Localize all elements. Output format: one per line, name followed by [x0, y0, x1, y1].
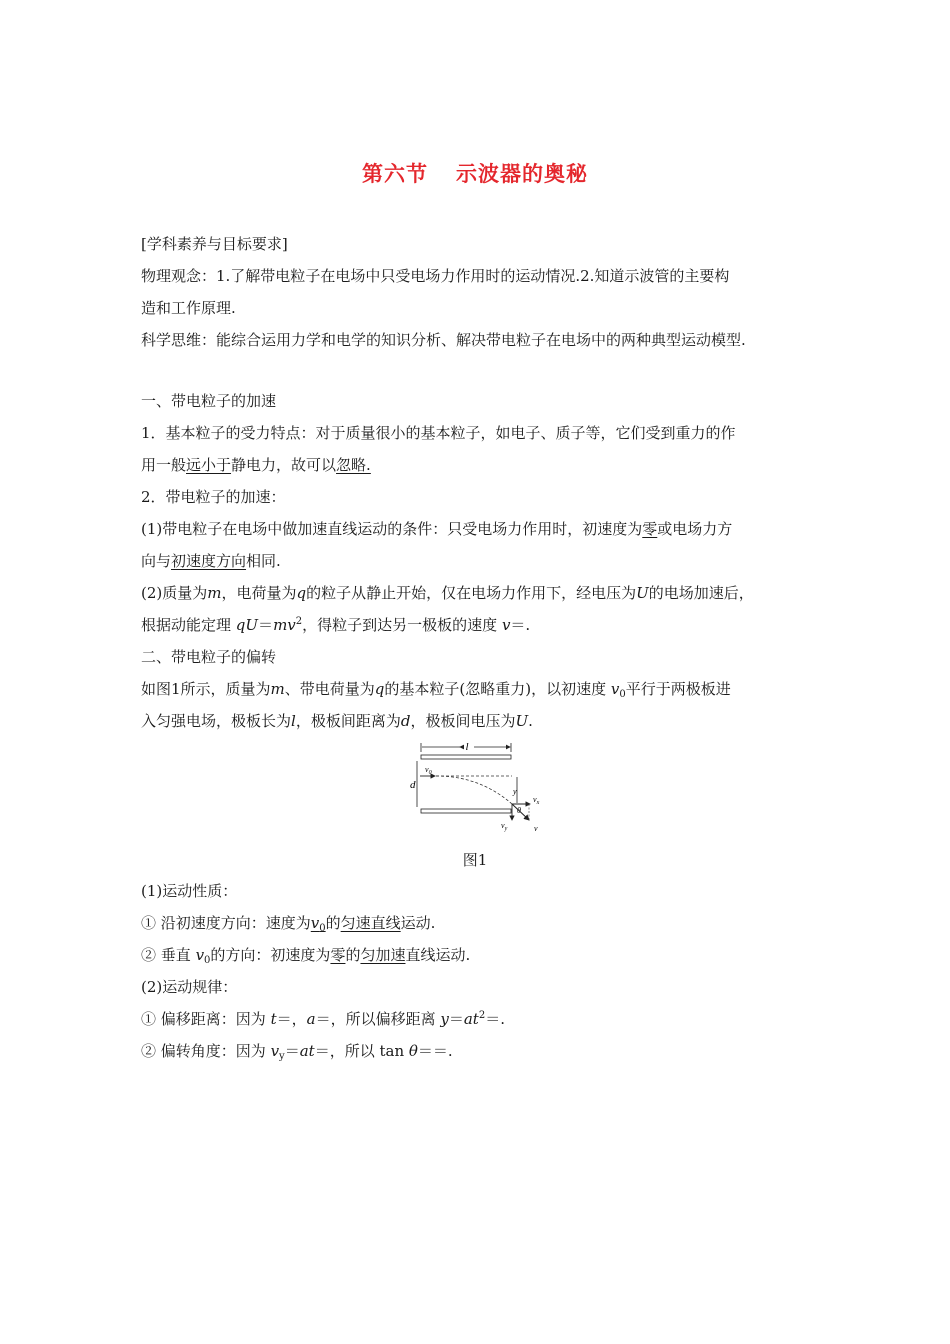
length-dimension [421, 741, 511, 753]
s1-p1-line1: 1．基本粒子的受力特点：对于质量很小的基本粒子，如电子、质子等，它们受到重力的作 [141, 424, 736, 442]
goals-physics-line2: 造和工作原理. [141, 299, 236, 317]
section1-heading: 一、带电粒子的加速 [141, 392, 277, 410]
goals-heading: [学科素养与目标要求] [141, 235, 288, 253]
label-v0: $v_0$ [425, 765, 432, 776]
blank-answer: 忽略. [336, 456, 371, 474]
lower-plate [421, 809, 511, 813]
title-section-number: 第六节 [362, 162, 428, 186]
motion-nature-heading: (1)运动性质： [141, 882, 238, 900]
blank-answer: 匀加速 [360, 946, 406, 964]
blank-answer: 匀速直线 [340, 914, 401, 932]
s1-p4-line1: (2)质量为m，电荷量为q的粒子从静止开始，仅在电场力作用下，经电压为U的电场加速后， [141, 584, 754, 602]
label-d: d [410, 779, 416, 791]
section2-heading: 二、带电粒子的偏转 [141, 648, 277, 666]
label-theta: θ [517, 806, 521, 815]
s1-p3-line1: (1)带电粒子在电场中做加速直线运动的条件：只受电场力作用时，初速度为零或电场力方 [141, 520, 733, 538]
trajectory [436, 776, 512, 804]
goals-science: 科学思维：能综合运用力学和电学的知识分析、解决带电粒子在电场中的两种典型运动模型. [141, 331, 746, 349]
s1-p1-line2: 用一般远小于静电力，故可以忽略. [141, 456, 371, 474]
blank-answer: 零 [642, 520, 658, 538]
gap-dimension [410, 761, 417, 807]
deflection-diagram [400, 740, 550, 840]
blank-answer: 远小于 [186, 456, 232, 474]
blank-answer: $v_0$ [310, 914, 326, 934]
motion-law-2: ② 偏转角度：因为 $v_y=at=$，所以 tan θ＝＝. [141, 1042, 453, 1062]
s2-intro-line2: 入匀强电场，极板长为l，极板间距离为d，极板间电压为U. [141, 712, 533, 730]
upper-plate [421, 755, 511, 759]
page-title [0, 158, 950, 188]
motion-nature-2: ② 垂直 $v_0$的方向：初速度为零的匀加速直线运动. [141, 946, 471, 966]
s1-p3-line2: 向与初速度方向相同. [141, 552, 281, 570]
s1-p2: 2．带电粒子的加速： [141, 488, 286, 506]
blank-answer: 初速度方向 [171, 552, 247, 570]
goals-physics-line1: 物理观念：1.了解带电粒子在电场中只受电场力作用时的运动情况.2.知道示波管的主要构 [141, 267, 730, 285]
figure-caption: 图1 [462, 851, 488, 869]
blank-answer: 零 [330, 946, 346, 964]
s1-p4-line2: 根据动能定理 $qU=mv^2$，得粒子到达另一极板的速度 v＝. [141, 616, 531, 634]
s2-intro-line1: 如图1所示，质量为m、带电荷量为q的基本粒子(忽略重力)，以初速度 $v_0$平行于两极板进 [141, 680, 731, 700]
motion-law-1: ① 偏移距离：因为 t＝，a＝，所以偏移距离 $y=at^2=$. [141, 1010, 505, 1028]
title-topic: 示波器的奥秘 [456, 162, 588, 186]
label-vx: $v_x$ [533, 795, 540, 806]
label-l: l [465, 741, 469, 753]
label-v: v [534, 824, 538, 833]
label-y: y [513, 787, 517, 796]
label-vy: $v_y$ [501, 821, 508, 832]
motion-law-heading: (2)运动规律： [141, 978, 238, 996]
motion-nature-1: ① 沿初速度方向：速度为$v_0$的匀速直线运动. [141, 914, 436, 934]
